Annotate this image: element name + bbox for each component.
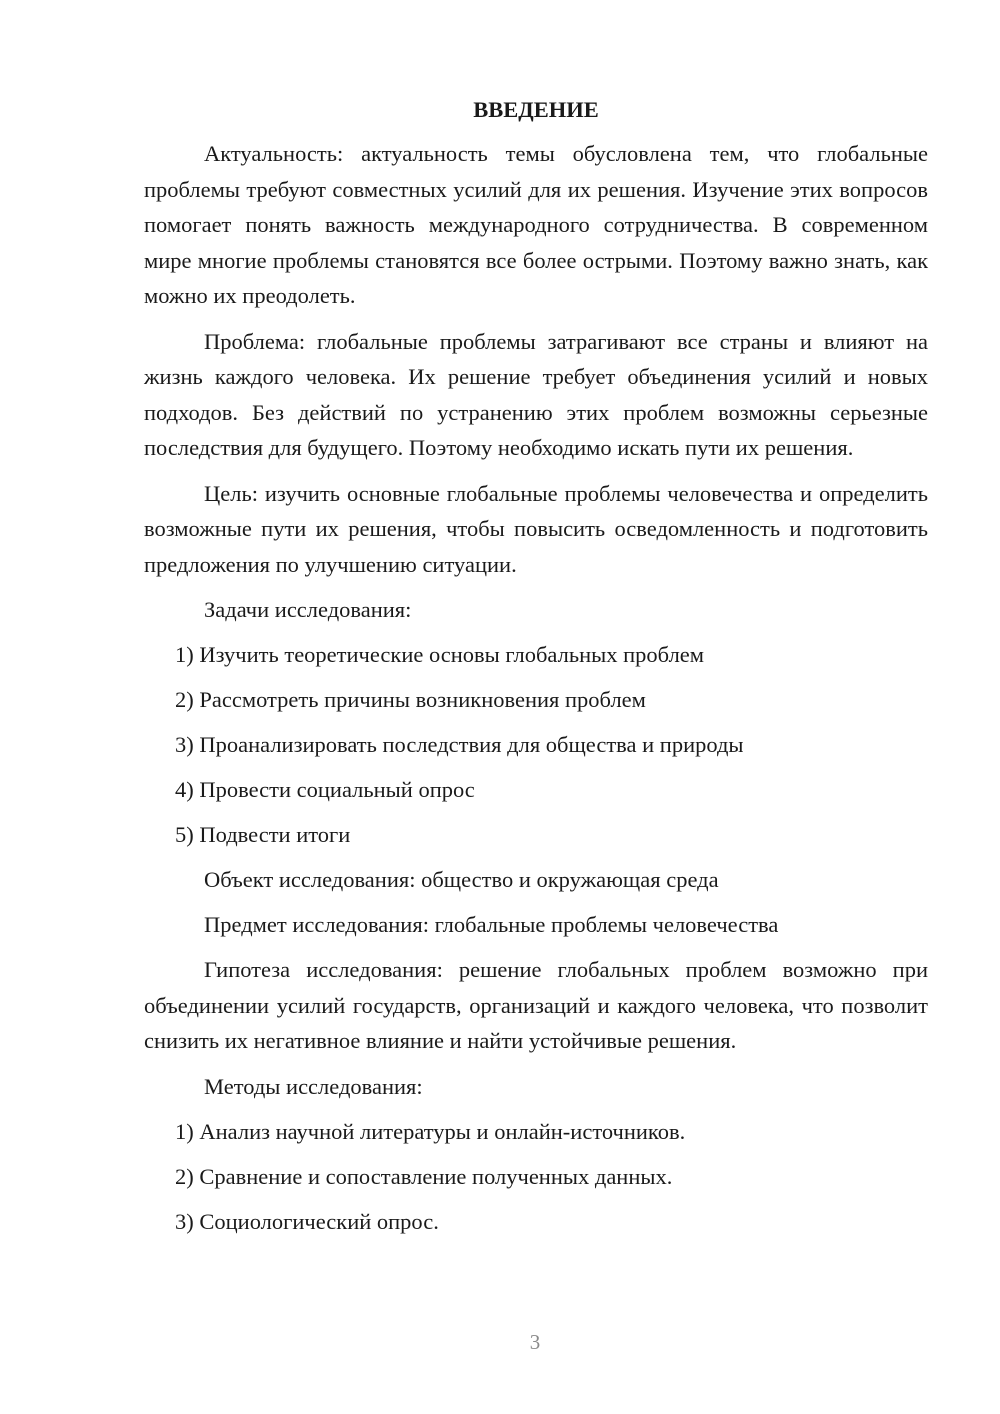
research-object: Объект исследования: общество и окружающая среда (204, 867, 719, 892)
task-item: 3) Проанализировать последствия для общества и природы (175, 732, 744, 757)
tasks-title: Задачи исследования: (204, 597, 412, 622)
method-item: 2) Сравнение и сопоставление полученных данных. (175, 1163, 673, 1189)
section-heading: ВВЕДЕНИЕ (473, 97, 599, 122)
task-item: 1) Изучить теоретические основы глобальных проблем (175, 642, 705, 667)
task-item: 4) Провести социальный опрос (175, 777, 475, 802)
relevance-paragraph: Актуальность: актуальность темы обусловлена тем, что глобальные проблемы требуют совместных усилий для их решения. Изучение этих вопросов помогает понять важность международного сотрудничества. В современном мире многие проблемы становятся все более острыми. Поэтому важно знать, как можно их преодолеть. (144, 141, 928, 308)
method-item: 1) Анализ научной литературы и онлайн-источников. (175, 1118, 686, 1144)
methods-title: Методы исследования: (204, 1073, 423, 1099)
document-page (144, 92, 928, 1249)
goal-paragraph: Цель: изучить основные глобальные проблемы человечества и определить возможные пути их решения, чтобы повысить осведомленность и подготовить предложения по улучшению ситуации. (144, 480, 928, 577)
hypothesis-paragraph: Гипотеза исследования: решение глобальных проблем возможно при объединении усилий государств, организаций и каждого человека, что позволит снизить их негативное влияние и найти устойчивые решения. (144, 957, 928, 1053)
problem-paragraph: Проблема: глобальные проблемы затрагивают все страны и влияют на жизнь каждого человека. Их решение требует объединения усилий и новых подходов. Без действий по устранению этих проблем возможны серьезные последствия для будущего. Поэтому необходимо искать пути их решения. (144, 328, 928, 460)
task-item: 5) Подвести итоги (175, 822, 351, 847)
research-subject: Предмет исследования: глобальные проблемы человечества (204, 912, 779, 937)
page-number: 3 (529, 1330, 541, 1354)
method-item: 3) Социологический опрос. (175, 1208, 439, 1234)
task-item: 2) Рассмотреть причины возникновения проблем (175, 687, 646, 712)
